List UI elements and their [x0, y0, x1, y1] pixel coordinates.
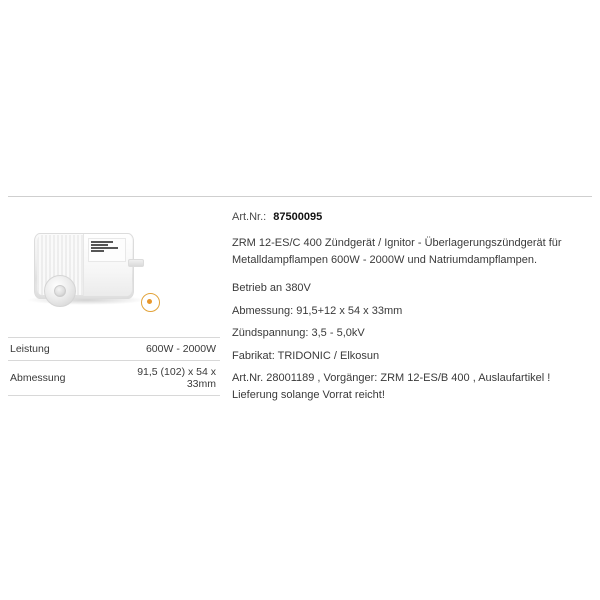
- product-description: ZRM 12-ES/C 400 Zündgerät / Ignitor - Überlagerungszündgerät für Metalldampflampen 600W - 2000W und Natriumdampflampen.: [232, 237, 562, 266]
- spec-value: 91,5 (102) x 54 x 33mm: [108, 361, 220, 396]
- product-attribute-voltage: Betrieb an 380V: [232, 282, 311, 294]
- article-number-value: 87500095: [273, 211, 323, 223]
- article-number-row: [232, 211, 592, 223]
- table-row: [8, 361, 220, 396]
- ignitor-connector-shape: [128, 259, 144, 267]
- ignitor-type-label: [88, 238, 126, 262]
- spec-table: [8, 337, 220, 396]
- spec-value: 600W - 2000W: [108, 338, 220, 361]
- product-content: [8, 196, 592, 403]
- ignitor-knob-shape: [44, 275, 76, 307]
- product-left-column: [8, 197, 220, 396]
- product-image[interactable]: [8, 211, 220, 331]
- table-row: [8, 338, 220, 361]
- spec-label: Abmessung: [8, 361, 108, 396]
- image-zoom-badge-icon[interactable]: [141, 293, 160, 312]
- spec-label: Leistung: [8, 338, 108, 361]
- product-attribute-ignition-voltage: Zündspannung: 3,5 - 5,0kV: [232, 327, 365, 339]
- product-attribute-predecessor-note: Art.Nr. 28001189 , Vorgänger: ZRM 12-ES/B 400 , Auslaufartikel ! Lieferung solange Vorrat reicht!: [232, 372, 551, 401]
- product-attribute-manufacturer: Fabrikat: TRIDONIC / Elkosun: [232, 349, 380, 362]
- article-number-label: Art.Nr.:: [232, 211, 267, 223]
- product-right-column: [220, 197, 592, 403]
- product-attribute-dimensions: Abmessung: 91,5+12 x 54 x 33mm: [232, 304, 403, 317]
